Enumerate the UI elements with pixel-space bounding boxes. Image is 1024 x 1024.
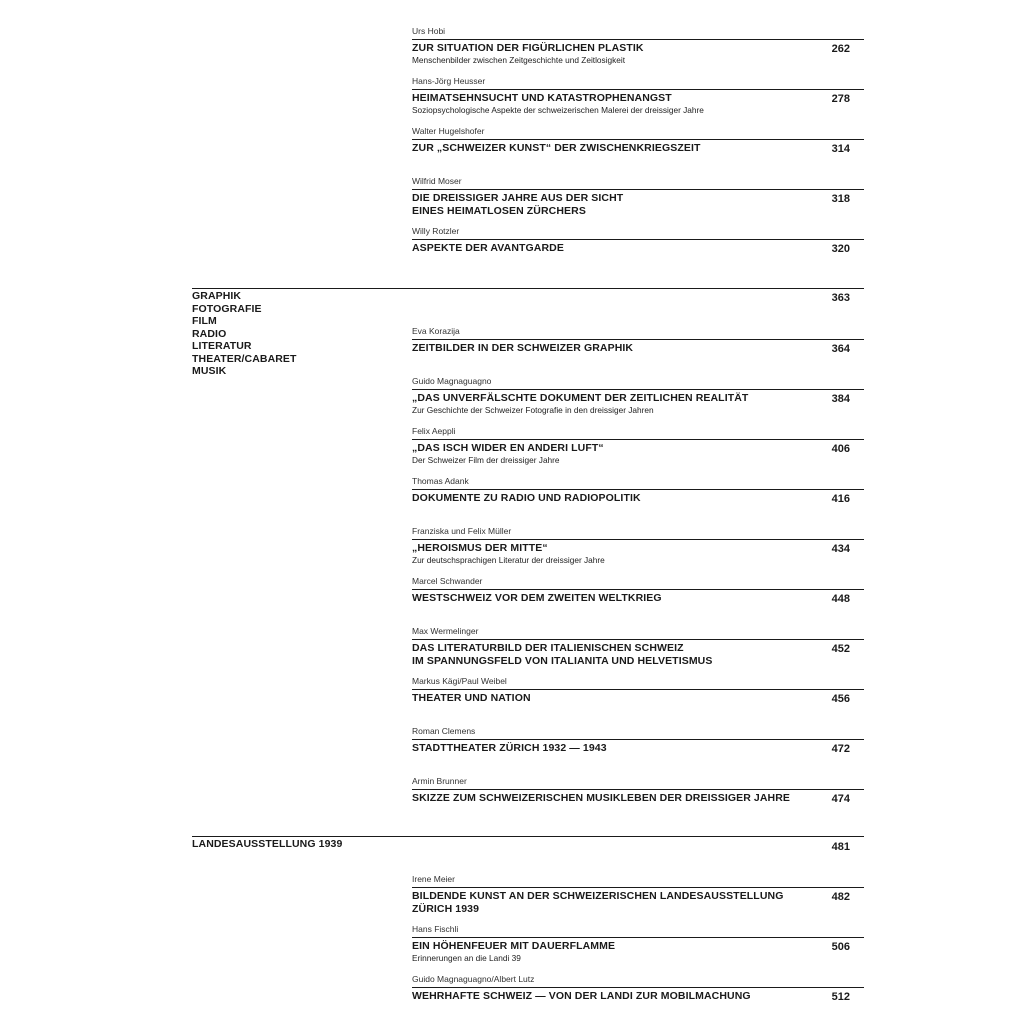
section-item: THEATER/CABARET [192, 352, 297, 365]
entry-rule [412, 887, 864, 888]
entry-title [412, 192, 822, 217]
entry-rule [412, 639, 864, 640]
entry-title-line: DAS LITERATURBILD DER ITALIENISCHEN SCHWEIZ [412, 642, 684, 654]
entry-title-row [412, 940, 864, 963]
section-page-number: 363 [831, 292, 850, 304]
toc-entry [412, 924, 864, 963]
section-item: GRAPHIK [192, 290, 242, 302]
entry-page-number: 406 [831, 443, 850, 455]
entry-title [412, 442, 822, 455]
section-item: LITERATUR [192, 340, 252, 352]
toc-entry [412, 326, 864, 355]
entry-author: Walter Hugelshofer [412, 126, 485, 136]
entry-title [412, 890, 822, 915]
entry-author: Hans Fischli [412, 924, 459, 934]
entry-author: Guido Magnaguagno/Albert Lutz [412, 974, 535, 984]
section-item: FILM [192, 315, 217, 327]
entry-rule [412, 439, 864, 440]
entry-title-row [412, 42, 864, 65]
entry-author: Franziska und Felix Müller [412, 526, 512, 536]
entry-page-number: 452 [831, 643, 850, 655]
entry-title-line: THEATER UND NATION [412, 692, 531, 704]
entry-title-line: ZÜRICH 1939 [412, 902, 480, 915]
entry-author: Eva Korazija [412, 326, 460, 336]
entry-title [412, 242, 822, 255]
entry-rule [412, 39, 864, 40]
toc-entry [412, 874, 864, 915]
entry-title-line: ZEITBILDER IN DER SCHWEIZER GRAPHIK [412, 342, 634, 354]
entry-title-line: SKIZZE ZUM SCHWEIZERISCHEN MUSIKLEBEN DER DREISSIGER JAHRE [412, 792, 790, 804]
entry-title [412, 42, 822, 55]
entry-page-number: 512 [831, 991, 850, 1003]
entry-title [412, 542, 822, 555]
toc-entry [412, 676, 864, 705]
entry-title [412, 342, 822, 355]
entry-page-number: 448 [831, 593, 850, 605]
entry-title-line: IM SPANNUNGSFELD VON ITALIANITA UND HELVETISMUS [412, 654, 713, 667]
section-item: MUSIK [192, 365, 227, 377]
entry-title-row [412, 990, 864, 1003]
entry-rule [412, 339, 864, 340]
entry-rule [412, 937, 864, 938]
entry-rule [412, 189, 864, 190]
entry-title-row [412, 890, 864, 915]
entry-title-row [412, 192, 864, 217]
entry-subtitle: Soziopsychologische Aspekte der schweizerischen Malerei der dreissiger Jahre [412, 104, 704, 115]
entry-title-row [412, 142, 864, 155]
entry-title [412, 742, 822, 755]
entry-rule [412, 539, 864, 540]
entry-title-row [412, 392, 864, 415]
entry-page-number: 262 [831, 43, 850, 55]
toc-entry [412, 576, 864, 605]
entry-title-line: „HEROISMUS DER MITTE“ [412, 542, 548, 554]
entry-author: Roman Clemens [412, 726, 476, 736]
entry-author: Max Wermelinger [412, 626, 479, 636]
entry-title [412, 692, 822, 705]
entry-title-line: DOKUMENTE ZU RADIO UND RADIOPOLITIK [412, 492, 641, 504]
entry-title-line: EINES HEIMATLOSEN ZÜRCHERS [412, 204, 586, 217]
entry-rule [412, 987, 864, 988]
entry-title-row [412, 792, 864, 805]
entry-rule [412, 689, 864, 690]
entry-rule [412, 89, 864, 90]
entry-title-row [412, 542, 864, 565]
section-item: RADIO [192, 327, 227, 340]
entry-author: Markus Kägi/Paul Weibel [412, 676, 507, 686]
entry-author: Marcel Schwander [412, 576, 483, 586]
entry-author: Felix Aeppli [412, 426, 456, 436]
entry-page-number: 416 [831, 493, 850, 505]
entry-subtitle: Der Schweizer Film der dreissiger Jahre [412, 454, 560, 465]
entry-page-number: 474 [831, 793, 850, 805]
entry-title-row [412, 342, 864, 355]
entry-title-line: ZUR SITUATION DER FIGÜRLICHEN PLASTIK [412, 42, 644, 54]
entry-title [412, 392, 822, 405]
entry-subtitle: Zur deutschsprachigen Literatur der dreissiger Jahre [412, 554, 605, 565]
entry-title-row [412, 442, 864, 465]
entry-title-line: WESTSCHWEIZ VOR DEM ZWEITEN WELTKRIEG [412, 592, 662, 604]
entry-page-number: 472 [831, 743, 850, 755]
toc-entry [412, 426, 864, 465]
toc-entry [412, 526, 864, 565]
entry-title [412, 142, 822, 155]
entry-title [412, 492, 822, 505]
entry-title-row [412, 592, 864, 605]
entry-title-line: ZUR „SCHWEIZER KUNST“ DER ZWISCHENKRIEGSZEIT [412, 142, 701, 154]
entry-title-line: WEHRHAFTE SCHWEIZ — VON DER LANDI ZUR MOBILMACHUNG [412, 990, 751, 1002]
entry-title-line: STADTTHEATER ZÜRICH 1932 — 1943 [412, 742, 607, 754]
entry-author: Irene Meier [412, 874, 455, 884]
entry-rule [412, 789, 864, 790]
entry-author: Urs Hobi [412, 26, 446, 36]
entry-page-number: 320 [831, 243, 850, 255]
entry-page-number: 482 [831, 891, 850, 903]
toc-entry [412, 476, 864, 505]
entry-rule [412, 589, 864, 590]
entry-page-number: 506 [831, 941, 850, 953]
section-item: LANDESAUSSTELLUNG 1939 [192, 838, 343, 850]
entry-author: Wilfrid Moser [412, 176, 462, 186]
entry-author: Armin Brunner [412, 776, 467, 786]
entry-title [412, 940, 822, 953]
entry-author: Thomas Adank [412, 476, 469, 486]
entry-subtitle: Zur Geschichte der Schweizer Fotografie in den dreissiger Jahren [412, 404, 654, 415]
entry-title-line: „DAS UNVERFÄLSCHTE DOKUMENT DER ZEITLICHEN REALITÄT [412, 392, 749, 404]
toc-entry [412, 76, 864, 115]
toc-entry [412, 176, 864, 217]
entry-title [412, 642, 822, 667]
toc-entry [412, 974, 864, 1003]
entry-rule [412, 139, 864, 140]
toc-entry [412, 126, 864, 155]
entry-page-number: 318 [831, 193, 850, 205]
entry-title-row [412, 692, 864, 705]
entry-author: Hans-Jörg Heusser [412, 76, 486, 86]
entry-page-number: 314 [831, 143, 850, 155]
entry-title [412, 792, 822, 805]
section-item: FOTOGRAFIE [192, 302, 262, 315]
entry-page-number: 456 [831, 693, 850, 705]
entry-page-number: 384 [831, 393, 850, 405]
entry-author: Willy Rotzler [412, 226, 460, 236]
section-rule-landi [192, 836, 864, 837]
entry-title [412, 92, 822, 105]
entry-title-row [412, 742, 864, 755]
entry-title-row [412, 642, 864, 667]
entry-rule [412, 489, 864, 490]
entry-author: Guido Magnaguagno [412, 376, 492, 386]
section-rule-graphik [192, 288, 864, 289]
section-label-graphik [192, 290, 297, 378]
entry-page-number: 278 [831, 93, 850, 105]
entry-title-line: DIE DREISSIGER JAHRE AUS DER SICHT [412, 192, 624, 204]
entry-title-line: HEIMATSEHNSUCHT UND KATASTROPHENANGST [412, 92, 672, 104]
entry-title [412, 592, 822, 605]
entry-rule [412, 739, 864, 740]
toc-entry [412, 226, 864, 255]
toc-entry [412, 776, 864, 805]
entry-subtitle: Erinnerungen an die Landi 39 [412, 952, 521, 963]
section-page-number: 481 [831, 841, 850, 853]
entry-page-number: 364 [831, 343, 850, 355]
toc-entry [412, 626, 864, 667]
entry-title-line: „DAS ISCH WIDER EN ANDERI LUFT“ [412, 442, 604, 454]
toc-entry [412, 376, 864, 415]
entry-title-row [412, 242, 864, 255]
entry-page-number: 434 [831, 543, 850, 555]
section-label-landi [192, 838, 342, 851]
entry-title-row [412, 492, 864, 505]
entry-title-row [412, 92, 864, 115]
toc-entry [412, 726, 864, 755]
entry-title [412, 990, 822, 1003]
entry-rule [412, 389, 864, 390]
entry-subtitle: Menschenbilder zwischen Zeitgeschichte und Zeitlosigkeit [412, 54, 626, 65]
entry-title-line: BILDENDE KUNST AN DER SCHWEIZERISCHEN LANDESAUSSTELLUNG [412, 890, 784, 902]
toc-entry [412, 26, 864, 65]
entry-rule [412, 239, 864, 240]
entry-title-line: EIN HÖHENFEUER MIT DAUERFLAMME [412, 940, 616, 952]
entry-title-line: ASPEKTE DER AVANTGARDE [412, 242, 564, 254]
